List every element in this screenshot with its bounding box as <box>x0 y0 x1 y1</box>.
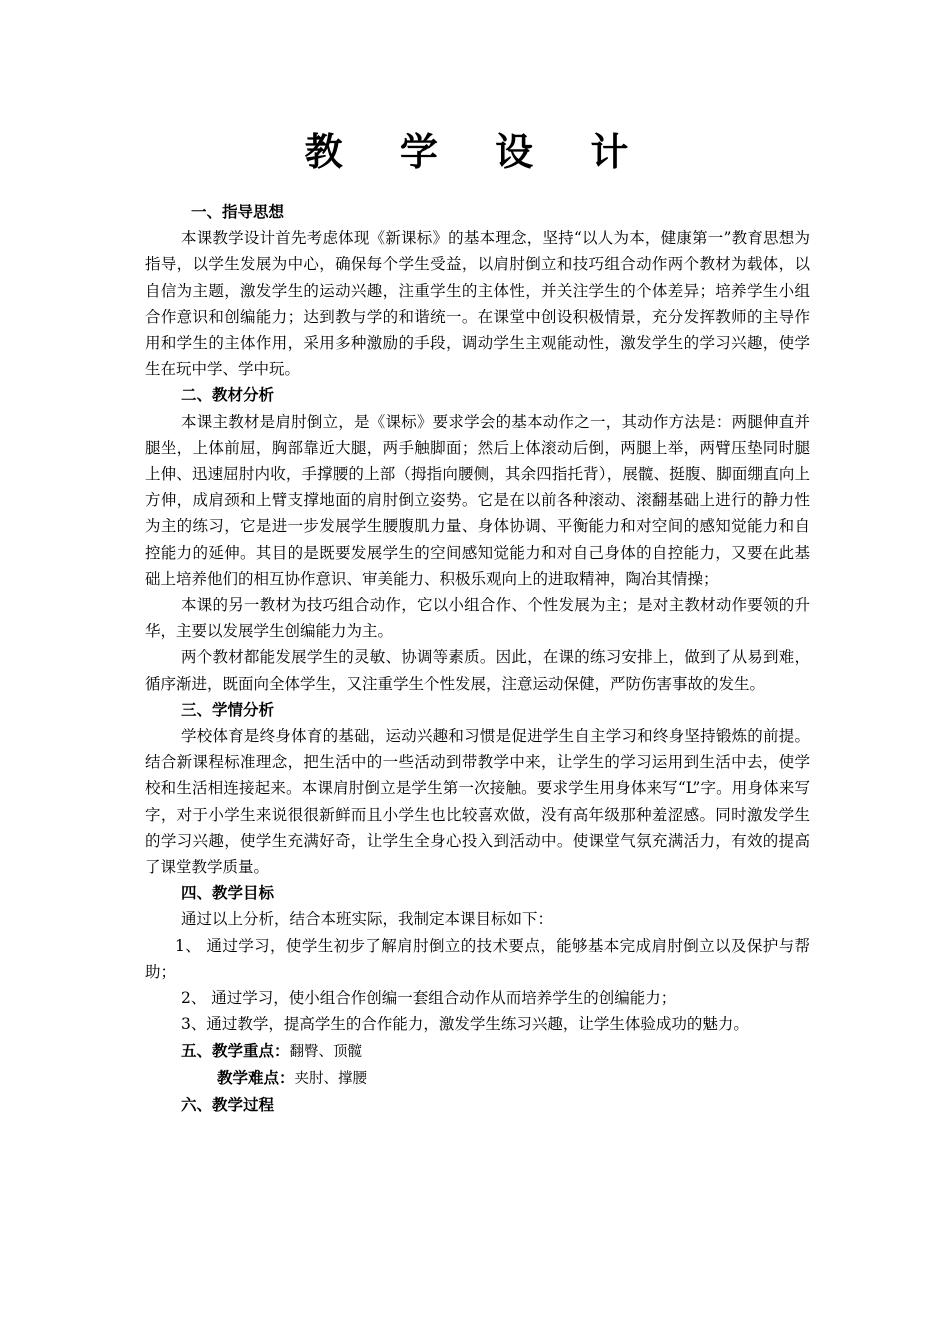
paragraph-material-analysis-1: 本课主教材是肩肘倒立，是《课标》要求学会的基本动作之一，其动作方法是：两腿伸直并腿坐，上体前屈，胸部靠近大腿，两手触脚面；然后上体滚动后倒，两腿上举，两臂压垫同时腿上伸、迅速屈肘内收，手撑腰的上部（拇指向腰侧，其余四指托背），展髋、挺腹、脚面绷直向上方伸，成肩颈和上臂支撑地面的肩肘倒立姿势。它是在以前各种滚动、滚翻基础上进行的静力性为主的练习，它是进一步发展学生腰腹肌力量、身体协调、平衡能力和对空间的感知觉能力和自控能力的延伸。其目的是既要发展学生的空间感知觉能力和对自己身体的自控能力，又要在此基础上培养他们的相互协作意识、审美能力、积极乐观向上的进取精神，陶冶其情操； <box>145 412 810 588</box>
key-points-label: 五、教学重点： <box>181 1041 290 1060</box>
objective-item-2: 2、 通过学习，使小组合作创编一套组合动作从而培养学生的创编能力； <box>181 989 677 1008</box>
section-heading-material-analysis: 二、教材分析 <box>181 386 275 405</box>
key-points-row <box>145 1038 810 1065</box>
paragraph-material-analysis-2: 本课的另一教材为技巧组合动作，它以小组合作、个性发展为主；是对主教材动作要领的升华，主要以发展学生创编能力为主。 <box>145 596 810 641</box>
paragraph-guiding-thought: 本课教学设计首先考虑体现《新课标》的基本理念，坚持“以人为本，健康第一”教育思想为指导，以学生发展为中心，确保每个学生受益，以肩肘倒立和技巧组合动作两个教材为载体，以自信为主题，激发学生的运动兴趣，注重学生的主体性，并关注学生的个体差异；培养学生小组合作意识和创编能力；达到教与学的和谐统一。在课堂中创设积极情景，充分发挥教师的主导作用和学生的主体作用，采用多种激励的手段，调动学生主观能动性，激发学生的学习兴趣，使学生在玩中学、学中玩。 <box>145 229 810 379</box>
section-heading-guiding-thought: 一、指导思想 <box>191 203 285 221</box>
key-points-value: 翻臀、顶髋 <box>289 1043 363 1060</box>
section-heading-teaching-process: 六、教学过程 <box>181 1095 275 1114</box>
paragraph-goals-intro: 通过以上分析，结合本班实际，我制定本课目标如下： <box>181 910 554 929</box>
objective-item-1: 1、 通过学习，使学生初步了解肩肘倒立的技术要点，能够基本完成肩肘倒立以及保护与帮助； <box>145 936 810 981</box>
document-body <box>145 199 810 1118</box>
section-heading-student-analysis: 三、学情分析 <box>181 700 275 719</box>
paragraph-material-analysis-3: 两个教材都能发展学生的灵敏、协调等素质。因此，在课的练习安排上，做到了从易到难，循序渐进，既面向全体学生，又注重学生个性发展，注意运动保健，严防伤害事故的发生。 <box>145 648 810 693</box>
paragraph-student-analysis: 学校体育是终身体育的基础，运动兴趣和习惯是促进学生自主学习和终身坚持锻炼的前提。结合新课程标准理念，把生活中的一些活动到带教学中来，让学生的学习运用到生活中去，使学校和生活相连接起来。本课肩肘倒立是学生第一次接触。要求学生用身体来写“L”字。用身体来写字，对于小学生来说很很新鲜而且小学生也比较喜欢做，没有高年级那种羞涩感。同时激发学生的学习兴趣，使学生充满好奇，让学生全身心投入到活动中。使课堂气氛充满活力，有效的提高了课堂教学质量。 <box>145 727 810 877</box>
objective-item-3: 3、通过教学，提高学生的合作能力，激发学生练习兴趣，让学生体验成功的魅力。 <box>181 1015 749 1034</box>
difficulties-label: 教学难点： <box>217 1068 295 1087</box>
section-heading-teaching-goals: 四、教学目标 <box>181 884 275 903</box>
difficulties-row <box>145 1065 810 1092</box>
difficulties-value: 夹肘、撑腰 <box>294 1070 368 1087</box>
document-title: 教 学 设 计 <box>304 130 651 174</box>
